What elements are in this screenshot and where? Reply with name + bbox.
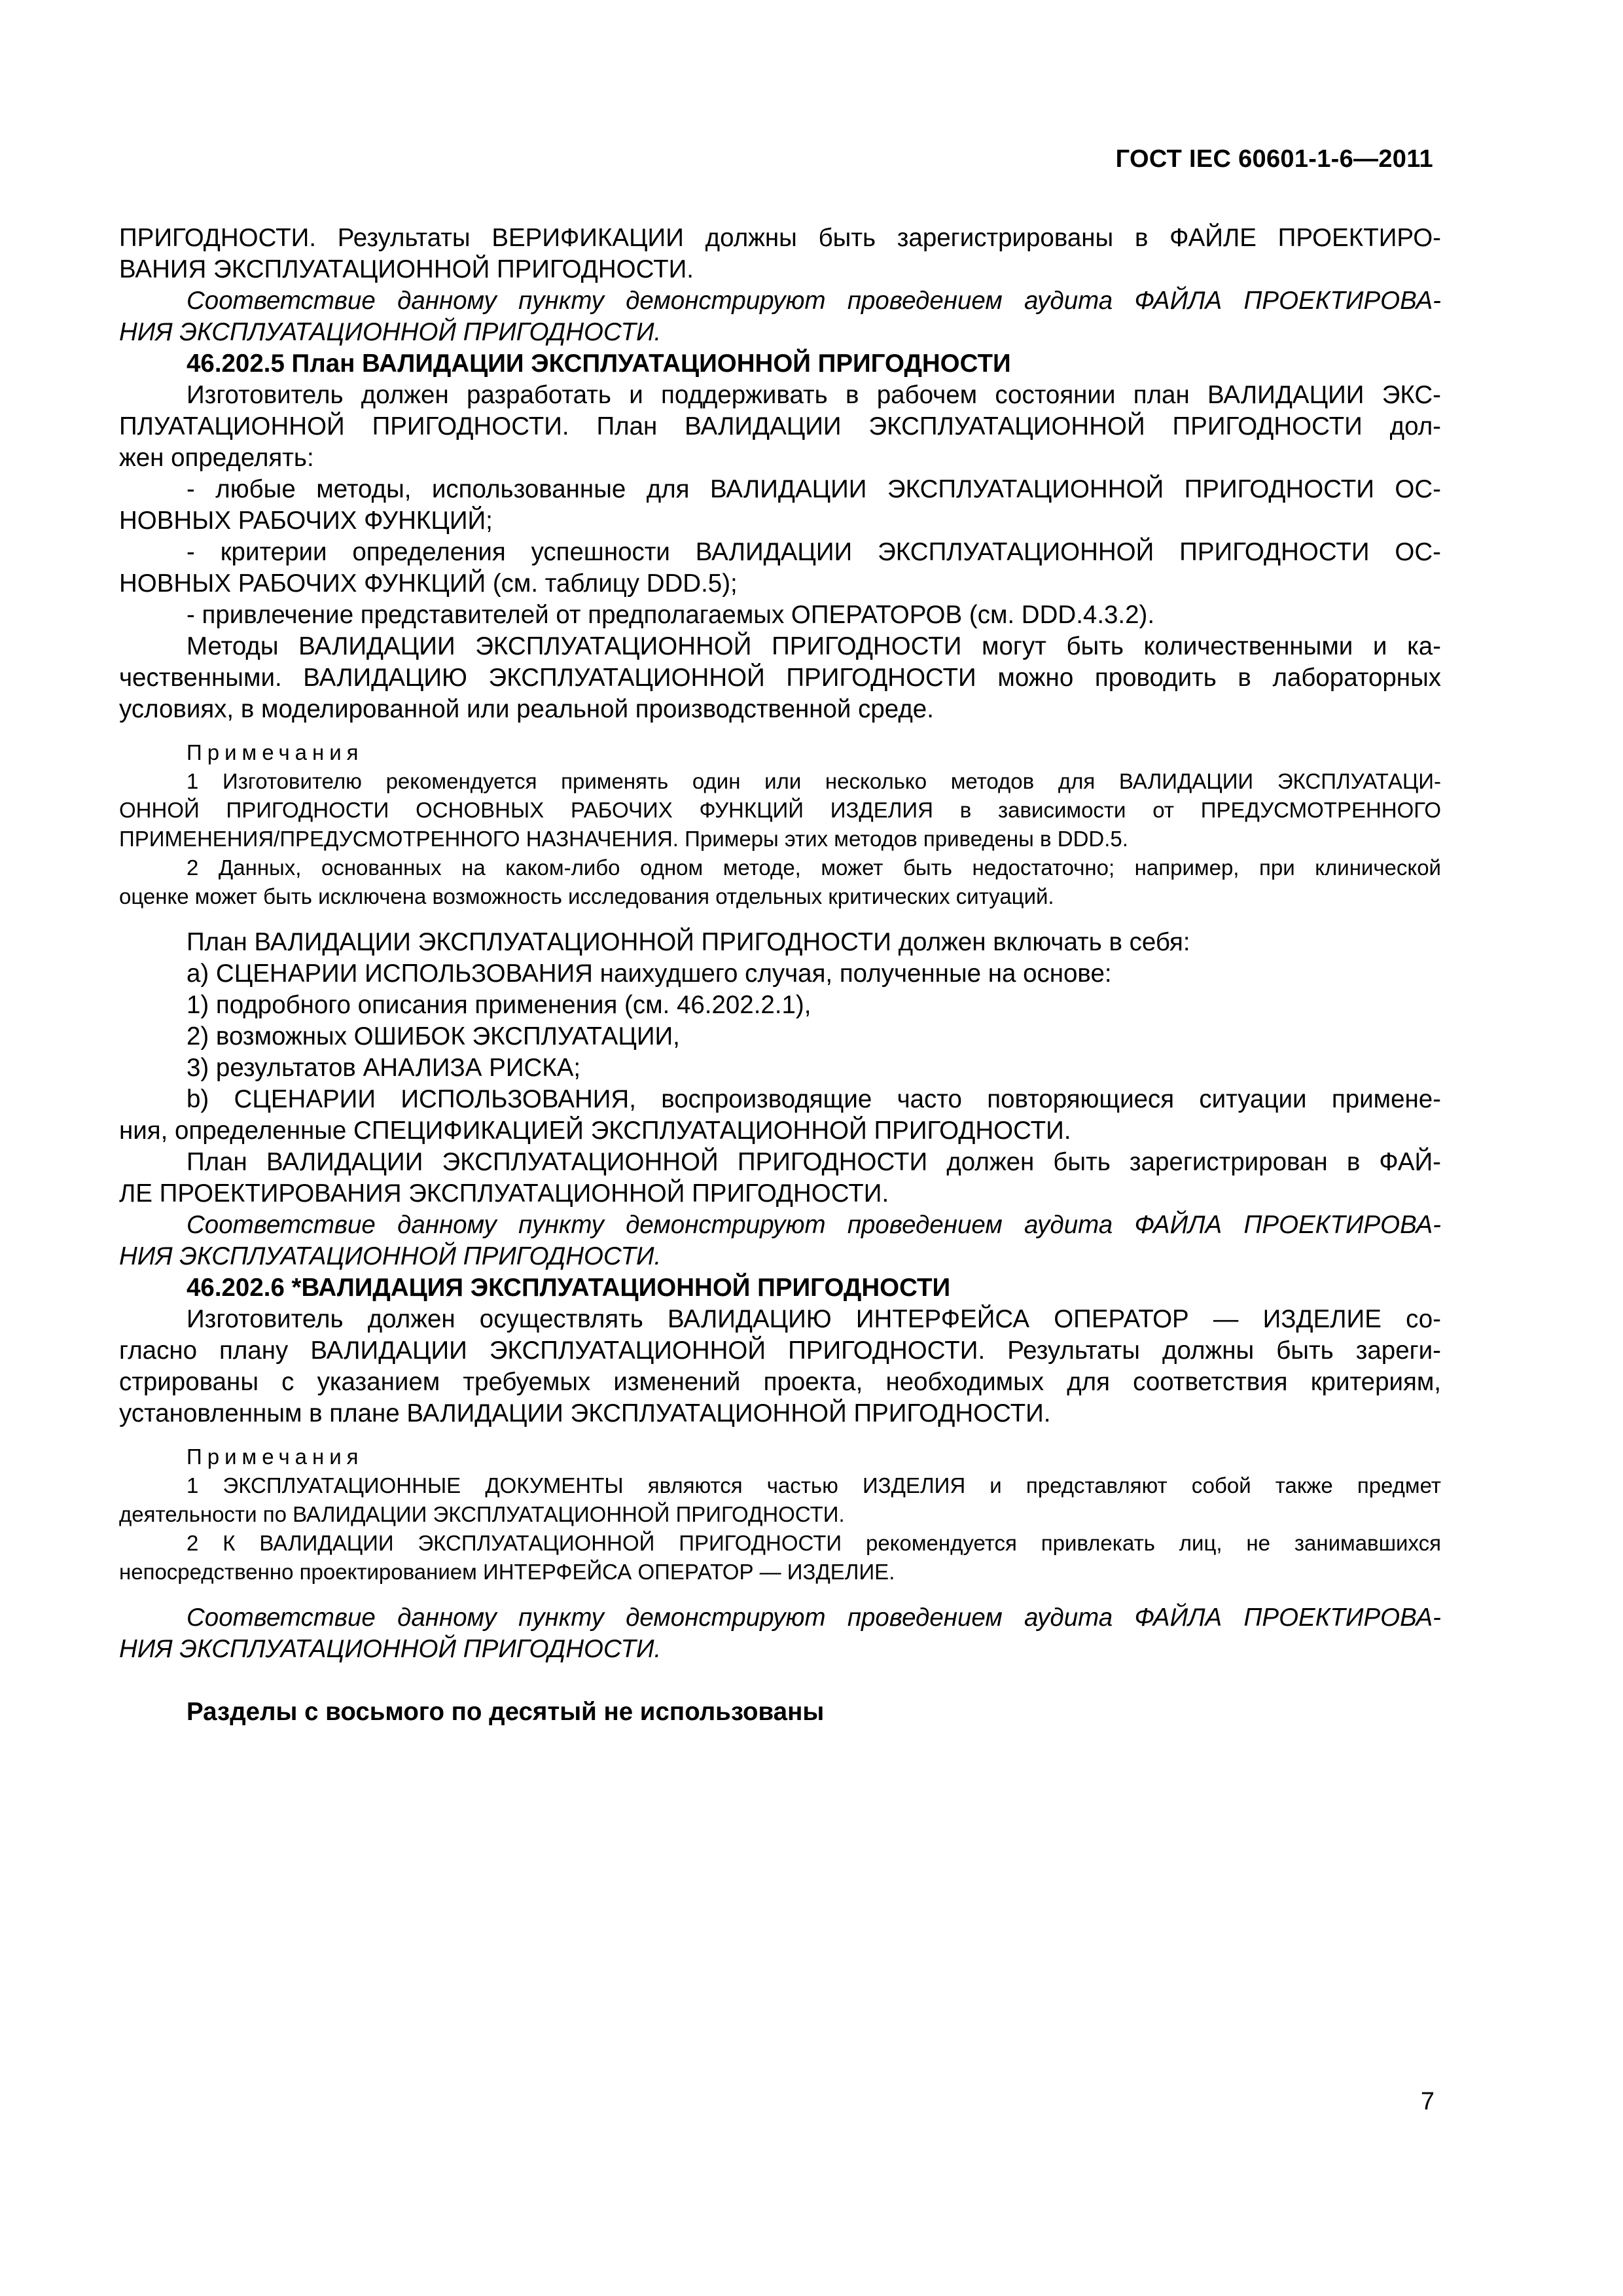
text-line: условиях, в моделированной или реальной производственной среде.: [119, 695, 934, 723]
list-item-line: а) СЦЕНАРИИ ИСПОЛЬЗОВАНИЯ наихудшего случая, полученные на основе:: [187, 960, 1112, 988]
note-line: 1 ЭКСПЛУАТАЦИОННЫЕ ДОКУМЕНТЫ являются частью ИЗДЕЛИЯ и представляют собой также предмет: [187, 1473, 1441, 1498]
list-item-line: 2) возможных ОШИБОК ЭКСПЛУАТАЦИИ,: [187, 1022, 680, 1050]
text-line: стрированы с указанием требуемых изменений проекта, необходимых для соответствия критериям,: [119, 1368, 1441, 1396]
list-item-line: 1) подробного описания применения (см. 46.202.2.1),: [187, 991, 812, 1019]
text-line: Изготовитель должен осуществлять ВАЛИДАЦИЮ ИНТЕРФЕЙСА ОПЕРАТОР — ИЗДЕЛИЕ со-: [187, 1305, 1441, 1333]
text-line: Изготовитель должен разработать и поддерживать в рабочем состоянии план ВАЛИДАЦИИ ЭКС-: [187, 381, 1441, 409]
text-line: Методы ВАЛИДАЦИИ ЭКСПЛУАТАЦИОННОЙ ПРИГОДНОСТИ могут быть количественными и ка-: [187, 632, 1441, 660]
section-heading-46-202-5: 46.202.5 План ВАЛИДАЦИИ ЭКСПЛУАТАЦИОННОЙ ПРИГОДНОСТИ: [187, 350, 1011, 378]
compliance-line: Соответствие данному пункту демонстрируют проведением аудита ФАЙЛА ПРОЕКТИРОВА-: [187, 287, 1441, 315]
text-line: установленным в плане ВАЛИДАЦИИ ЭКСПЛУАТАЦИОННОЙ ПРИГОДНОСТИ.: [119, 1399, 1051, 1427]
text-line: ПРИГОДНОСТИ. Результаты ВЕРИФИКАЦИИ должны быть зарегистрированы в ФАЙЛЕ ПРОЕКТИРО-: [119, 224, 1441, 252]
text-line: План ВАЛИДАЦИИ ЭКСПЛУАТАЦИОННОЙ ПРИГОДНОСТИ должен включать в себя:: [187, 928, 1190, 956]
notes-title: Примечания: [187, 1444, 364, 1469]
list-item-line: b) СЦЕНАРИИ ИСПОЛЬЗОВАНИЯ, воспроизводящие часто повторяющиеся ситуации примене-: [187, 1085, 1441, 1113]
list-item-line: НОВНЫХ РАБОЧИХ ФУНКЦИЙ (см. таблицу DDD.5);: [119, 569, 738, 598]
list-item-line: НОВНЫХ РАБОЧИХ ФУНКЦИЙ;: [119, 507, 493, 535]
note-line: 1 Изготовителю рекомендуется применять один или несколько методов для ВАЛИДАЦИИ ЭКСПЛУАТАЦИ-: [187, 769, 1441, 793]
list-item-line: - любые методы, использованные для ВАЛИДАЦИИ ЭКСПЛУАТАЦИОННОЙ ПРИГОДНОСТИ ОС-: [187, 475, 1441, 503]
compliance-line: Соответствие данному пункту демонстрируют проведением аудита ФАЙЛА ПРОЕКТИРОВА-: [187, 1604, 1441, 1632]
note-line: ОННОЙ ПРИГОДНОСТИ ОСНОВНЫХ РАБОЧИХ ФУНКЦИЙ ИЗДЕЛИЯ в зависимости от ПРЕДУСМОТРЕННОГО: [119, 798, 1441, 822]
compliance-line: НИЯ ЭКСПЛУАТАЦИОННОЙ ПРИГОДНОСТИ.: [119, 1242, 662, 1270]
list-item-line: 3) результатов АНАЛИЗА РИСКА;: [187, 1054, 581, 1082]
text-line: ВАНИЯ ЭКСПЛУАТАЦИОННОЙ ПРИГОДНОСТИ.: [119, 255, 694, 283]
note-line: 2 Данных, основанных на каком-либо одном методе, может быть недостаточно; например, при клинической: [187, 855, 1441, 880]
text-line: План ВАЛИДАЦИИ ЭКСПЛУАТАЦИОННОЙ ПРИГОДНОСТИ должен быть зарегистрирован в ФАЙ-: [187, 1148, 1441, 1176]
note-line: ПРИМЕНЕНИЯ/ПРЕДУСМОТРЕННОГО НАЗНАЧЕНИЯ. Примеры этих методов приведены в DDD.5.: [119, 827, 1128, 851]
note-line: оценке может быть исключена возможность исследования отдельных критических ситуаций.: [119, 884, 1054, 908]
note-line: 2 К ВАЛИДАЦИИ ЭКСПЛУАТАЦИОННОЙ ПРИГОДНОСТИ рекомендуется привлекать лиц, не занимавшихся: [187, 1531, 1441, 1555]
document-code-header: ГОСТ IEC 60601-1-6—2011: [1115, 145, 1433, 173]
list-item-line: - критерии определения успешности ВАЛИДАЦИИ ЭКСПЛУАТАЦИОННОЙ ПРИГОДНОСТИ ОС-: [187, 538, 1441, 566]
text-line: ПЛУАТАЦИОННОЙ ПРИГОДНОСТИ. План ВАЛИДАЦИИ ЭКСПЛУАТАЦИОННОЙ ПРИГОДНОСТИ дол-: [119, 412, 1441, 440]
compliance-line: Соответствие данному пункту демонстрируют проведением аудита ФАЙЛА ПРОЕКТИРОВА-: [187, 1211, 1441, 1239]
document-body: [119, 223, 1441, 1753]
note-line: непосредственно проектированием ИНТЕРФЕЙСА ОПЕРАТОР — ИЗДЕЛИЕ.: [119, 1560, 895, 1584]
text-line: чественными. ВАЛИДАЦИЮ ЭКСПЛУАТАЦИОННОЙ ПРИГОДНОСТИ можно проводить в лабораторных: [119, 664, 1441, 692]
text-line: жен определять:: [119, 444, 314, 472]
text-line: ЛЕ ПРОЕКТИРОВАНИЯ ЭКСПЛУАТАЦИОННОЙ ПРИГОДНОСТИ.: [119, 1179, 889, 1208]
note-line: деятельности по ВАЛИДАЦИИ ЭКСПЛУАТАЦИОННОЙ ПРИГОДНОСТИ.: [119, 1502, 845, 1526]
section-heading-46-202-6: 46.202.6 *ВАЛИДАЦИЯ ЭКСПЛУАТАЦИОННОЙ ПРИГОДНОСТИ: [187, 1274, 951, 1302]
sections-not-used-note: Разделы с восьмого по десятый не использованы: [187, 1698, 825, 1726]
compliance-line: НИЯ ЭКСПЛУАТАЦИОННОЙ ПРИГОДНОСТИ.: [119, 318, 662, 346]
list-item-line: - привлечение представителей от предполагаемых ОПЕРАТОРОВ (см. DDD.4.3.2).: [187, 601, 1155, 629]
page-number: 7: [1420, 2088, 1435, 2115]
text-line: гласно плану ВАЛИДАЦИИ ЭКСПЛУАТАЦИОННОЙ ПРИГОДНОСТИ. Результаты должны быть зареги-: [119, 1336, 1441, 1365]
notes-title: Примечания: [187, 740, 364, 764]
list-item-line: ния, определенные СПЕЦИФИКАЦИЕЙ ЭКСПЛУАТАЦИОННОЙ ПРИГОДНОСТИ.: [119, 1117, 1071, 1145]
compliance-line: НИЯ ЭКСПЛУАТАЦИОННОЙ ПРИГОДНОСТИ.: [119, 1635, 662, 1663]
